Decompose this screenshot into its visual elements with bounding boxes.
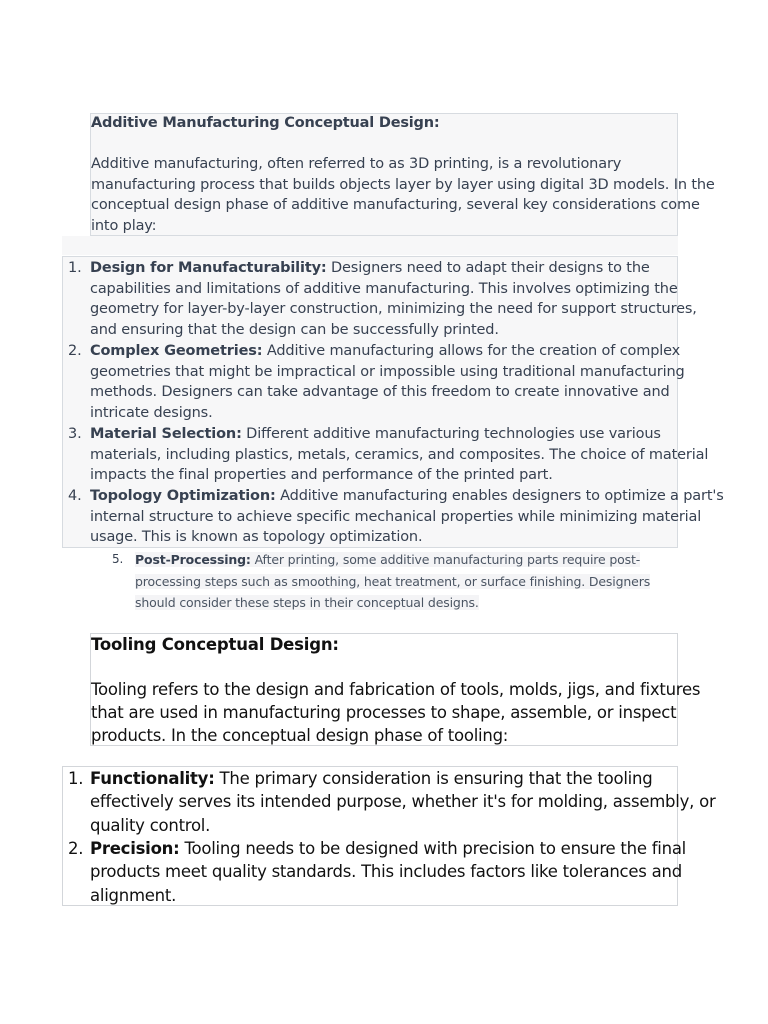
list-item-term: Topology Optimization: [90, 488, 276, 504]
intro-line: into play: [91, 218, 157, 235]
list-item-line: processing steps such as smoothing, heat treatment, or surface finishing. Designers [135, 573, 651, 589]
list-item-line: capabilities and limitations of additive manufacturing. This involves optimizing the [90, 280, 678, 297]
list-item-line: geometry for layer-by-layer construction, minimizing the need for support structures, [90, 301, 697, 318]
additive-intro-paragraph [91, 154, 715, 237]
list-item-text: Additive manufacturing allows for the creation of complex [262, 343, 681, 359]
list-item-text: Tooling needs to be designed with precision to ensure the final [179, 839, 687, 858]
list-item-number: 1. [68, 260, 82, 276]
list-item-term: Precision: [90, 839, 180, 858]
list-item-line: geometries that might be impractical or impossible using traditional manufacturing [90, 363, 685, 380]
intro-line: manufacturing process that builds objects layer by layer using digital 3D models. In the [91, 176, 715, 193]
list-item-text: After printing, some additive manufacturing parts require post- [250, 552, 641, 567]
list-item-line: alignment. [90, 885, 177, 905]
list-item-line: quality control. [90, 815, 211, 835]
list-item-line: should consider these steps in their conceptual designs. [135, 595, 479, 610]
intro-line: Tooling refers to the design and fabrication of tools, molds, jigs, and fixtures [91, 680, 701, 699]
list-item-number: 5. [112, 552, 124, 566]
list-item-term: Material Selection: [90, 426, 242, 442]
list-item-number: 4. [68, 488, 82, 504]
list-item-text: Different additive manufacturing technologies use various [241, 426, 661, 442]
list-item-line: and ensuring that the design can be successfully printed. [90, 322, 499, 339]
list-item-line: materials, including plastics, metals, ceramics, and composites. The choice of material [90, 446, 709, 463]
list-item-number: 2. [68, 839, 84, 858]
list-item-term: Complex Geometries: [90, 343, 263, 359]
list-item-line: products meet quality standards. This includes factors like tolerances and [90, 862, 682, 882]
list-item-line: internal structure to achieve specific mechanical properties while minimizing material [90, 508, 702, 525]
list-item-number: 2. [68, 343, 82, 359]
intro-line: conceptual design phase of additive manufacturing, several key considerations come [91, 197, 700, 214]
list-item-term: Functionality: [90, 769, 215, 788]
list-item-text: Designers need to adapt their designs to the [326, 260, 650, 276]
additive-section-title: Additive Manufacturing Conceptual Design: [91, 115, 440, 131]
list-item-line: intricate designs. [90, 405, 213, 422]
list-item-line: impacts the final properties and performance of the printed part. [90, 467, 553, 484]
list-item-number: 1. [68, 769, 84, 788]
list-item-number: 3. [68, 426, 82, 442]
intro-line: that are used in manufacturing processes to shape, assemble, or inspect [91, 703, 677, 722]
tooling-intro-paragraph [91, 678, 701, 747]
list-item-term: Post-Processing: [135, 552, 251, 567]
tooling-section-title: Tooling Conceptual Design: [91, 635, 339, 654]
list-item-line: usage. This is known as topology optimization. [90, 529, 423, 546]
list-item-line: methods. Designers can take advantage of this freedom to create innovative and [90, 384, 670, 401]
list-item-line: effectively serves its intended purpose, whether it's for molding, assembly, or [90, 792, 716, 812]
intro-line: Additive manufacturing, often referred to as 3D printing, is a revolutionary [91, 156, 622, 172]
list-item-text: Additive manufacturing enables designers to optimize a part's [275, 488, 724, 504]
section-separator-band [62, 236, 678, 255]
list-item-text: The primary consideration is ensuring that the tooling [214, 769, 653, 788]
intro-line: products. In the conceptual design phase of tooling: [91, 726, 509, 745]
list-item-term: Design for Manufacturability: [90, 260, 327, 276]
